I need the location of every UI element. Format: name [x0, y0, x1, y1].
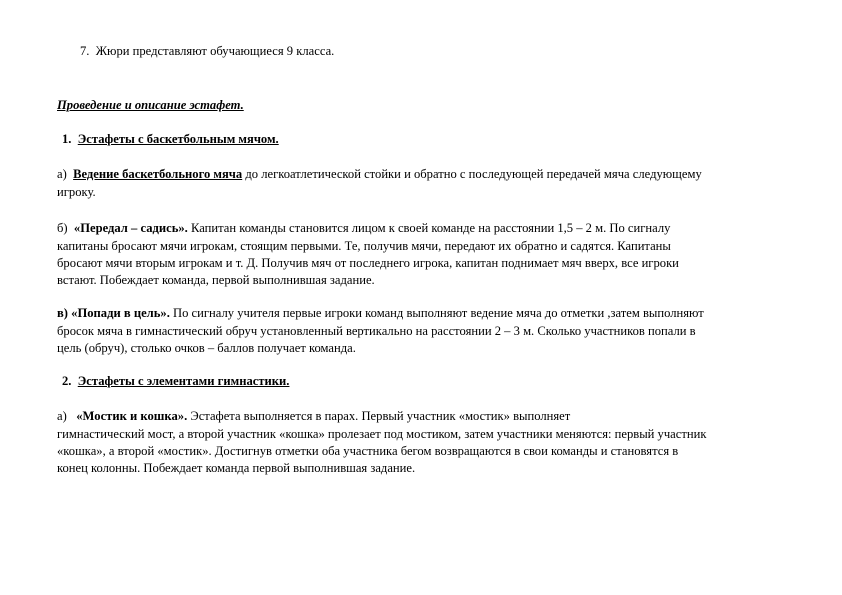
item-a-title: Ведение баскетбольного мяча — [73, 167, 243, 181]
jury-number: 7. — [80, 44, 90, 58]
item-d-title: «Мостик и кошка». — [76, 409, 188, 423]
section-2-number: 2. — [62, 374, 72, 388]
item-a-marker: а) — [57, 167, 67, 181]
item-b-text-1: Капитан команды становится лицом к своей команде на расстоянии 1,5 – 2 м. По сигналу — [187, 221, 671, 235]
item-d-marker: а) — [57, 409, 67, 423]
section-1-title — [62, 132, 279, 147]
section-1-text: Эстафеты с баскетбольным мячом. — [77, 132, 279, 146]
item-a-line-1 — [57, 167, 702, 182]
item-b-line-2: капитаны бросают мячи игрокам, стоящим первыми. Те, получив мячи, передают их обратно и садятся. Капитаны — [57, 239, 671, 253]
section-1-number: 1. — [62, 132, 72, 146]
item-c-marker: в) — [57, 306, 68, 320]
item-b-line-4: встают. Побеждает команда, первой выполнившая задание. — [57, 273, 375, 287]
item-d-line-3: «кошка», а второй «мостик». Достигнув отметки оба участника бегом возвращаются в свои команды и становятся в — [57, 444, 679, 458]
item-c-text-1: По сигналу учителя первые игроки команд выполняют ведение мяча до отметки ,затем выполняют — [169, 306, 704, 320]
item-b-marker: б) — [57, 221, 68, 235]
item-c-line-2: броcок мяча в гимнастический обруч установленный вертикально на расстоянии 2 – 3 м. Сколько участников попали в — [57, 324, 696, 338]
relay-heading: Проведение и описание эстафет. — [57, 98, 244, 112]
section-2-title — [62, 374, 289, 389]
jury-text: Жюри представляют обучающиеся 9 класса. — [95, 44, 335, 58]
item-b-title: «Передал – садись». — [73, 221, 188, 235]
item-d-text-1: Эстафета выполняется в парах. Первый участник «мостик» выполняет — [187, 409, 571, 423]
item-c-title: «Попади в цель». — [71, 306, 170, 320]
item-b-line-3: бросают мячи вторым игрокам и т. Д. Получив мяч от последнего игрока, капитан поднимает мяч вверх, все игроки — [57, 256, 679, 270]
item-c-line-1 — [57, 306, 704, 321]
jury-line — [80, 44, 334, 59]
item-b-line-1 — [57, 221, 670, 236]
item-a-line-2: игроку. — [57, 185, 96, 199]
item-d-line-1 — [57, 409, 570, 424]
item-a-text-1: до легкоатлетической стойки и обратно с последующей передачей мяча следующему — [242, 167, 702, 181]
item-d-line-4: конец колонны. Побеждает команда первой выполнившая задание. — [57, 461, 416, 475]
section-2-text: Эстафеты с элементами гимнастики. — [77, 374, 290, 388]
item-d-line-2: гимнастический мост, а второй участник «кошка» пролезает под мостиком, затем участники меняются: первый участник — [57, 427, 707, 441]
item-c-line-3: цель (обруч), столько очков – баллов получает команда. — [57, 341, 356, 355]
